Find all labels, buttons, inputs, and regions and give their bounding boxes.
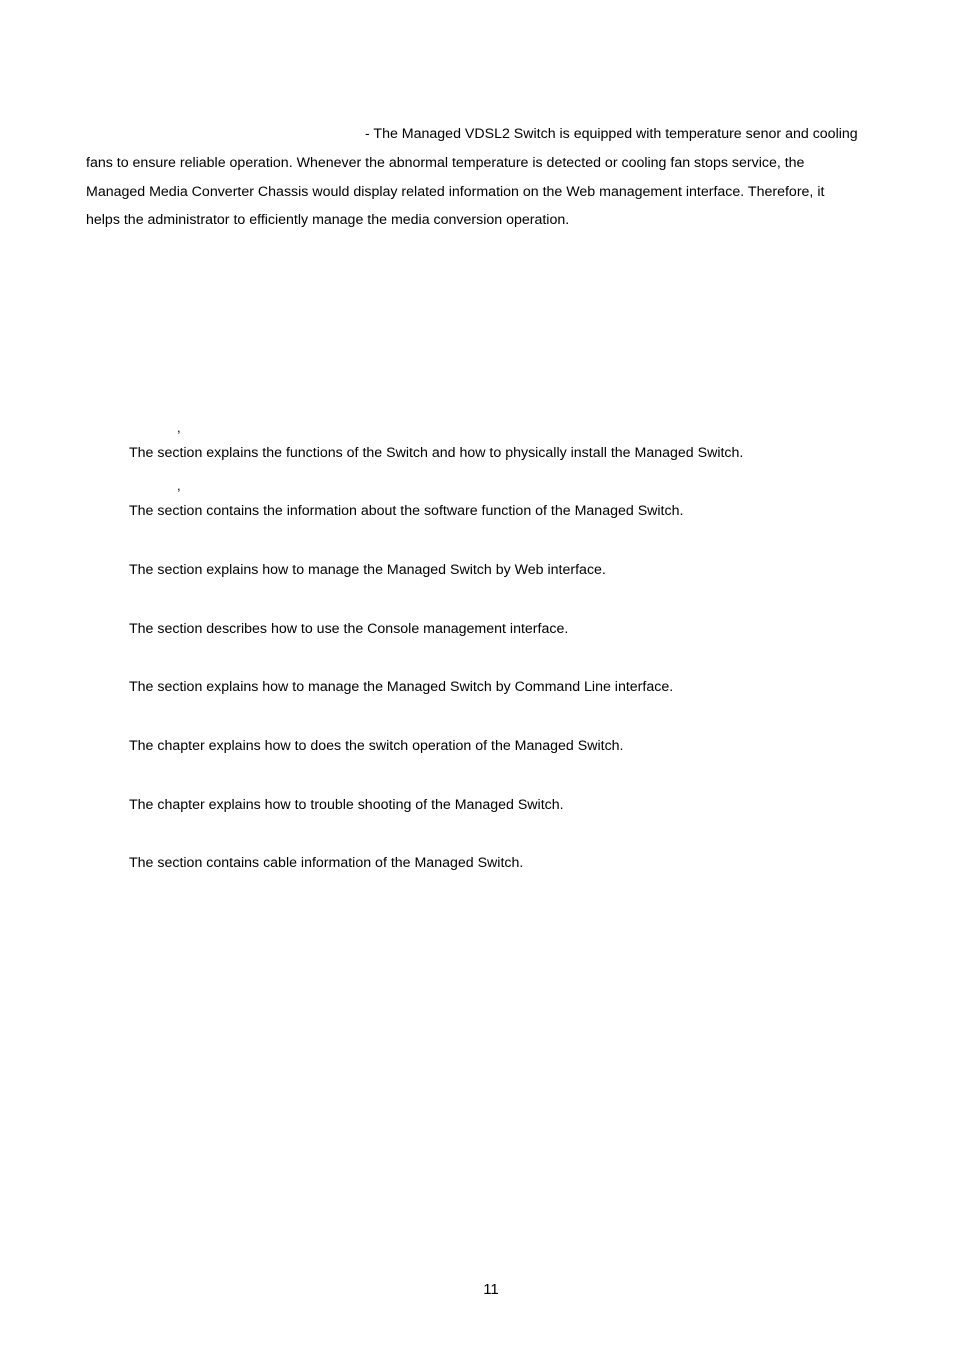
section-description-3: The section explains how to manage the Managed Switch by Web interface. [129,562,606,578]
section-description-5: The section explains how to manage the Managed Switch by Command Line interface. [129,679,674,695]
section-description-1: The section explains the functions of the Switch and how to physically install the Managed Switch. [129,445,744,461]
section-description-7: The chapter explains how to trouble shooting of the Managed Switch. [129,797,564,813]
intro-line-2: fans to ensure reliable operation. Whenever the abnormal temperature is detected or cooling fan stops service, the [86,155,805,171]
section-description-6: The chapter explains how to does the switch operation of the Managed Switch. [129,738,624,754]
section-marker-1: , [177,420,181,435]
section-description-4: The section describes how to use the Console management interface. [129,621,569,637]
intro-line-1: - The Managed VDSL2 Switch is equipped with temperature senor and cooling [365,126,858,142]
intro-line-3: Managed Media Converter Chassis would display related information on the Web management interface. Therefore, it [86,184,825,200]
page-number: 11 [483,1281,499,1298]
section-description-8: The section contains cable information of the Managed Switch. [129,855,524,871]
section-description-2: The section contains the information about the software function of the Managed Switch. [129,503,684,519]
section-marker-2: , [177,478,181,493]
intro-line-4: helps the administrator to efficiently manage the media conversion operation. [86,212,570,228]
